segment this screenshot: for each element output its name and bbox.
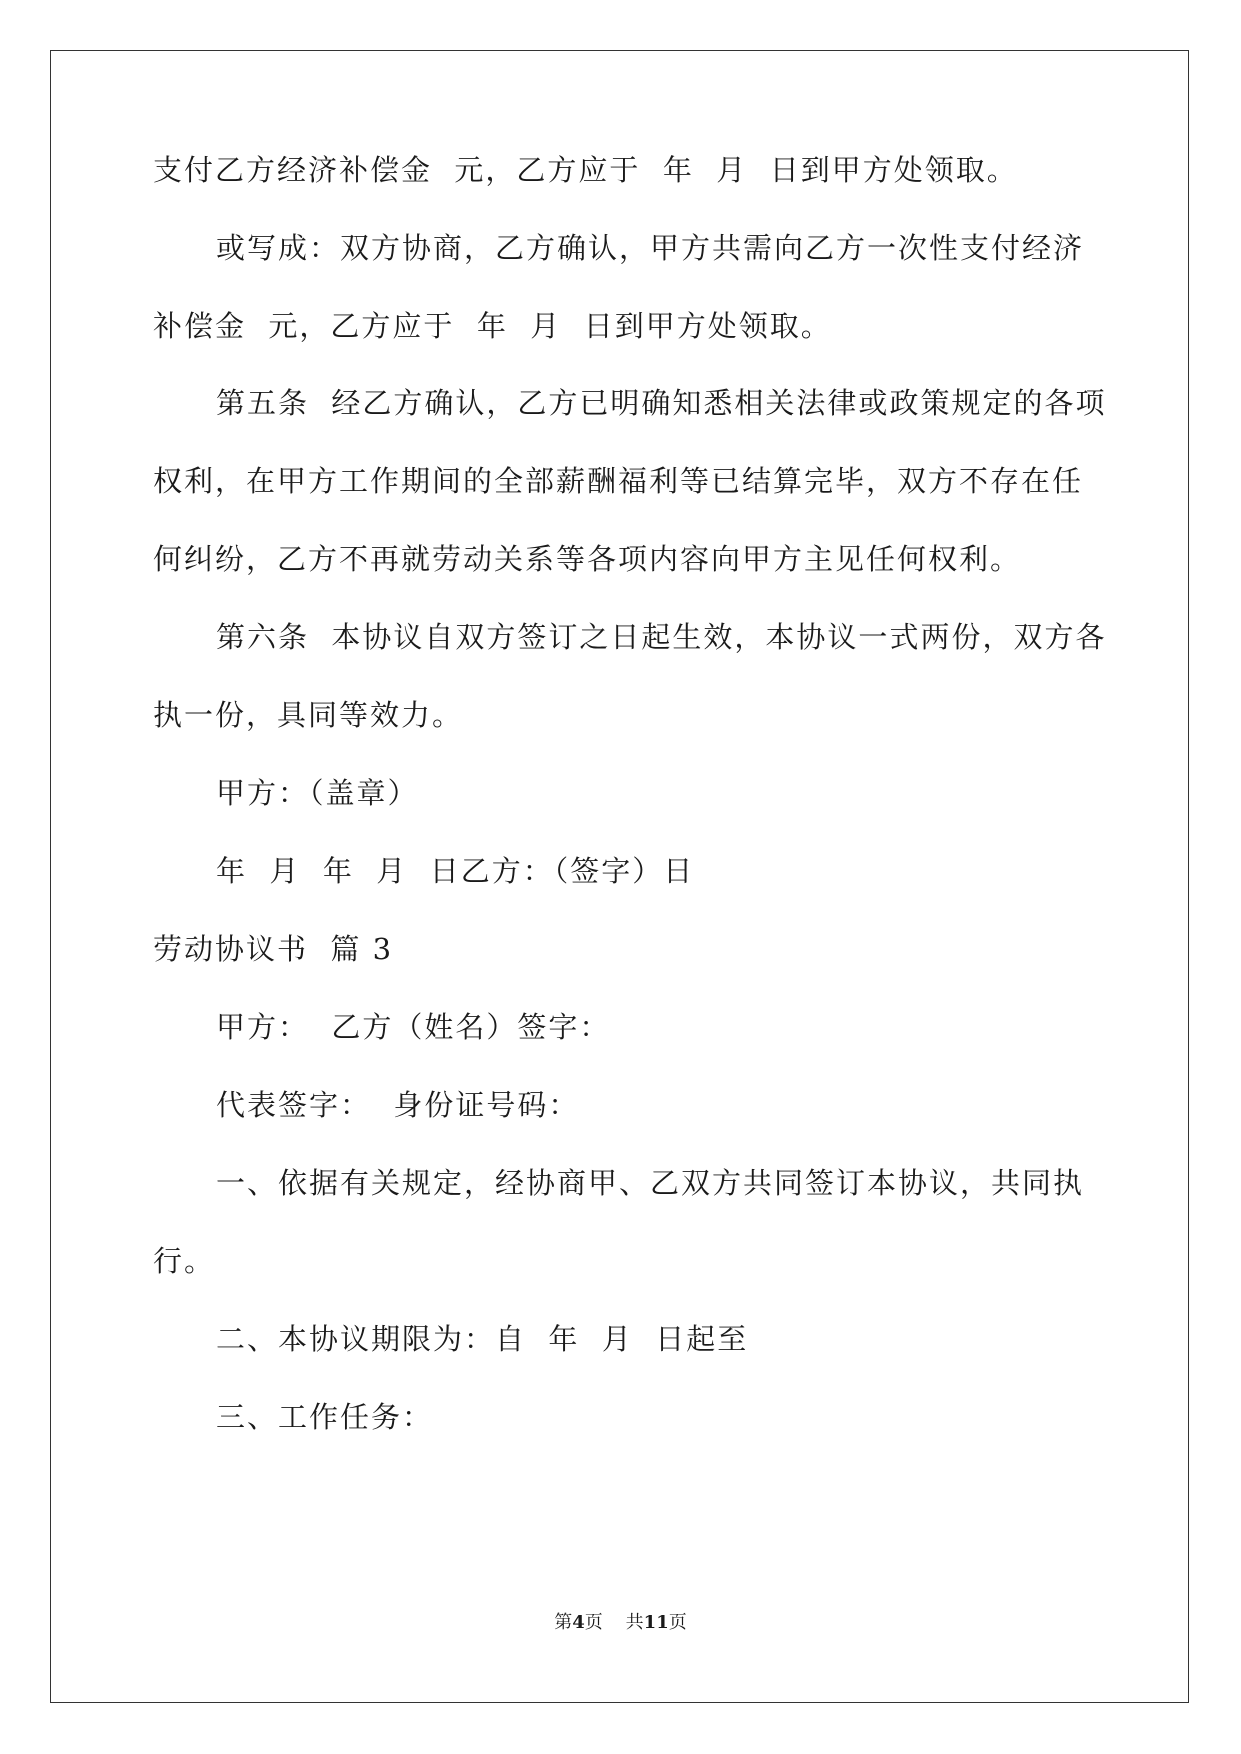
text-line: 三、工作任务： <box>216 1400 434 1434</box>
text-line: 或写成：双方协商，乙方确认，甲方共需向乙方一次性支付经济 <box>216 231 1085 265</box>
text-line: 执一份，具同等效力。 <box>153 698 464 732</box>
text-line: 年 月 年 月 日乙方：（签字）日 <box>216 854 695 888</box>
text-line: 代表签字： 身份证号码： <box>216 1088 580 1122</box>
text-line: 一、依据有关规定，经协商甲、乙双方共同签订本协议，共同执 <box>216 1166 1085 1200</box>
text-line: 二、本协议期限为：自 年 月 日起至 <box>216 1322 749 1356</box>
footer-suffix: 页 <box>668 1612 687 1633</box>
footer-prefix: 第 <box>554 1612 573 1633</box>
text-line: 权利，在甲方工作期间的全部薪酬福利等已结算完毕，双方不存在任 <box>153 464 1084 498</box>
text-line: 何纠纷，乙方不再就劳动关系等各项内容向甲方主见任何权利。 <box>153 542 1022 576</box>
text-line: 第五条 经乙方确认，乙方已明确知悉相关法律或政策规定的各项 <box>216 386 1107 420</box>
total-page-count: 11 <box>643 1612 669 1633</box>
section-heading: 劳动协议书 篇 3 <box>153 932 394 966</box>
text-line: 甲方： 乙方（姓名）签字： <box>216 1010 611 1044</box>
text-line: 第六条 本协议自双方签订之日起生效，本协议一式两份，双方各 <box>216 620 1107 654</box>
text-line: 行。 <box>153 1244 216 1278</box>
page-footer <box>0 1608 1241 1634</box>
current-page-number: 4 <box>572 1612 585 1633</box>
text-line: 甲方：（盖章） <box>216 776 419 810</box>
text-line: 补偿金 元，乙方应于 年 月 日到甲方处领取。 <box>153 309 832 343</box>
footer-mid: 页 共 <box>584 1612 644 1633</box>
text-line: 支付乙方经济补偿金 元，乙方应于 年 月 日到甲方处领取。 <box>153 153 1018 187</box>
